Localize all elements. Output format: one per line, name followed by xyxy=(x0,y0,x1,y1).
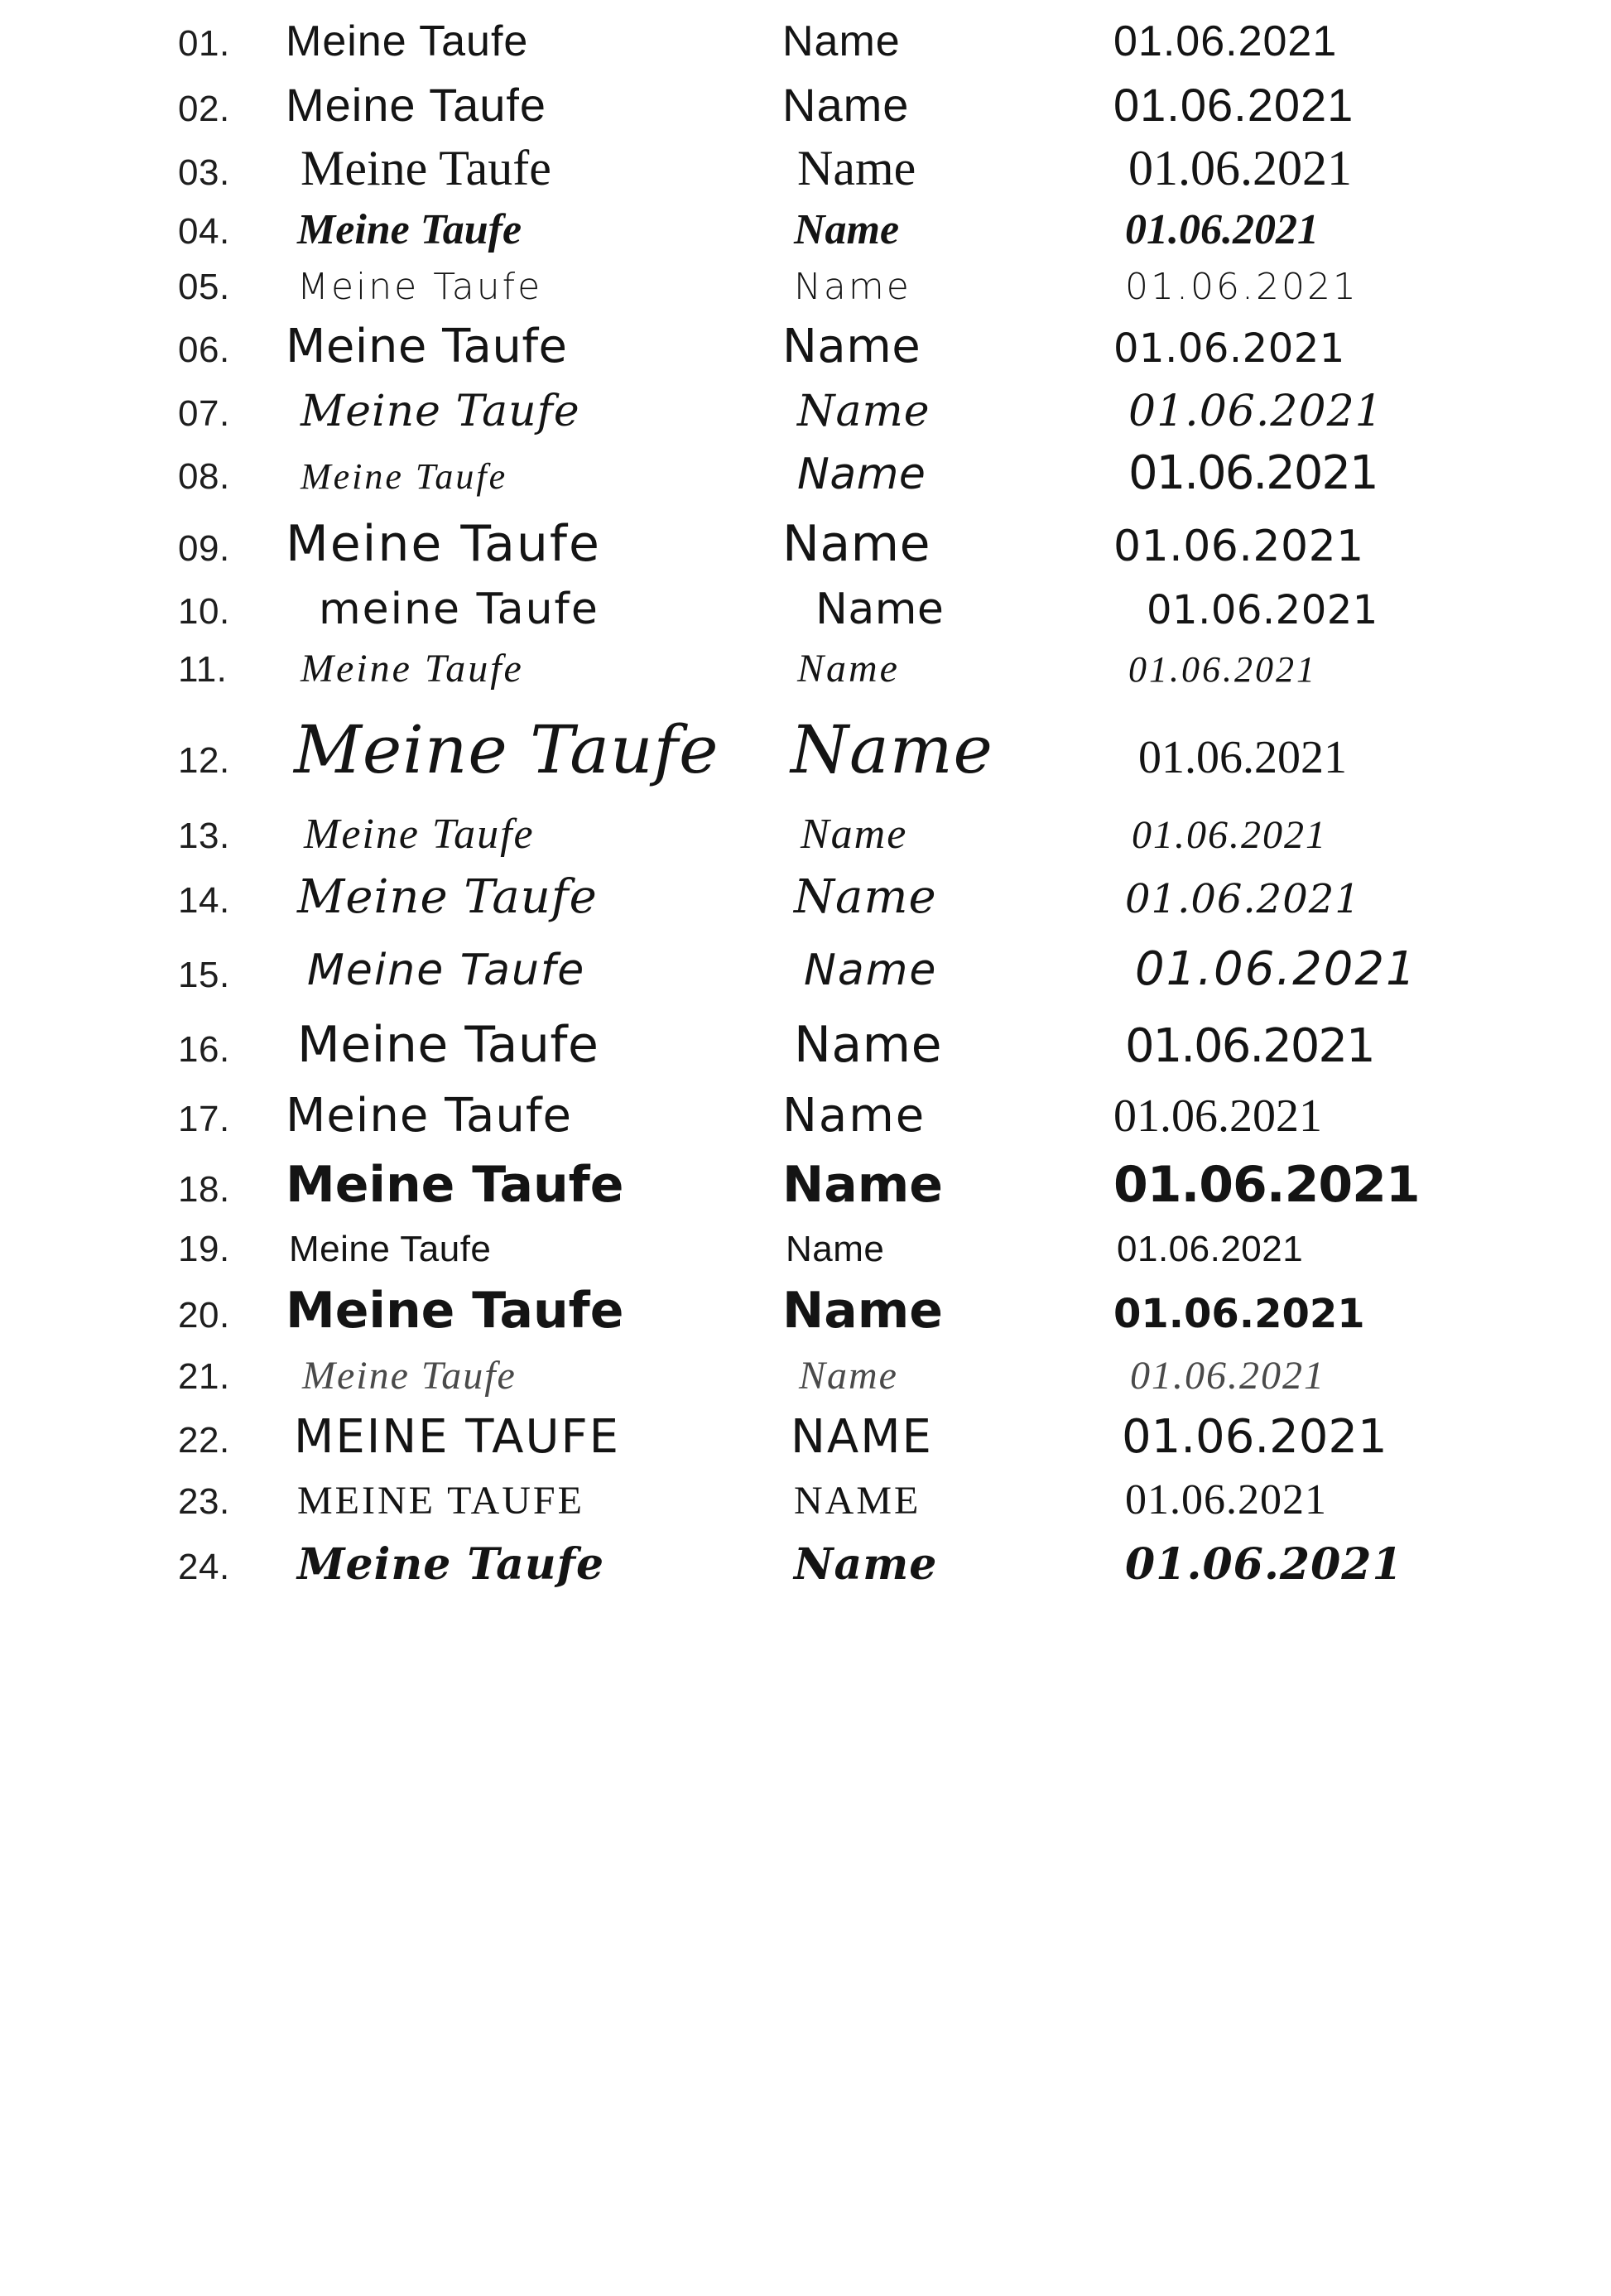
font-row xyxy=(0,585,1611,634)
date-text: 01.06.2021 xyxy=(1128,446,1378,500)
name-text: Name xyxy=(794,870,937,924)
date-text: 01.06.2021 xyxy=(1125,266,1359,308)
font-row xyxy=(0,446,1611,500)
sample-text: Meine Taufe xyxy=(301,456,508,497)
sample-text: Meine Taufe xyxy=(304,811,535,858)
font-row xyxy=(0,810,1611,859)
font-row xyxy=(0,1410,1611,1464)
name-text: Name xyxy=(815,585,945,634)
date-text: 01.06.2021 xyxy=(1113,1156,1420,1214)
name-text: Name xyxy=(794,206,900,253)
date-text: 01.06.2021 xyxy=(1125,1019,1374,1073)
sample-text: Meine Taufe xyxy=(286,1089,572,1143)
name-text: Name xyxy=(782,17,901,65)
date-text: 01.06.2021 xyxy=(1135,942,1417,996)
sample-text: MEINE TAUFE xyxy=(297,1479,584,1523)
sample-text: Meine Taufe xyxy=(286,320,568,373)
date-text: 01.06.2021 xyxy=(1128,649,1317,690)
sample-text: Meine Taufe xyxy=(302,1354,517,1398)
row-number: 21. xyxy=(178,1356,230,1397)
date-text: 01.06.2021 xyxy=(1113,325,1345,372)
sample-text: Meine Taufe xyxy=(286,1282,624,1340)
name-text: Name xyxy=(782,515,931,573)
row-number: 15. xyxy=(178,955,230,995)
name-text: NAME xyxy=(794,1479,921,1523)
font-row xyxy=(0,711,1611,788)
name-text: Name xyxy=(797,387,931,436)
row-number: 12. xyxy=(178,740,230,781)
row-number: 07. xyxy=(178,393,230,434)
sample-text: Meine Taufe xyxy=(286,515,601,573)
name-text: Name xyxy=(782,79,910,131)
row-number: 03. xyxy=(178,152,230,193)
font-row xyxy=(0,387,1611,436)
font-row xyxy=(0,942,1611,996)
date-text: 01.06.2021 xyxy=(1125,1539,1403,1590)
sample-text: Meine Taufe xyxy=(297,206,522,253)
name-text: NAME xyxy=(791,1410,933,1464)
sample-text: meine Taufe xyxy=(319,585,599,634)
name-text: Name xyxy=(794,1539,938,1590)
date-text: 01.06.2021 xyxy=(1125,876,1361,922)
sample-text: Meine Taufe xyxy=(286,1156,624,1214)
row-number: 05. xyxy=(178,267,230,307)
sample-text: Meine Taufe xyxy=(297,1539,605,1590)
name-text: Name xyxy=(797,450,926,499)
font-row xyxy=(0,140,1611,197)
font-row xyxy=(0,1156,1611,1214)
sample-text: Meine Taufe xyxy=(294,711,719,788)
sample-text: Meine Taufe xyxy=(297,1016,599,1074)
sample-text: Meine Taufe xyxy=(301,387,580,436)
font-row xyxy=(0,515,1611,573)
name-text: Name xyxy=(791,711,993,788)
font-row xyxy=(0,1229,1611,1270)
font-sample-sheet xyxy=(0,17,1611,2296)
name-text: Name xyxy=(782,1089,926,1143)
font-row xyxy=(0,1539,1611,1590)
date-text: 01.06.2021 xyxy=(1113,1291,1365,1337)
row-number: 11. xyxy=(178,649,228,690)
date-text: 01.06.2021 xyxy=(1132,813,1327,857)
date-text: 01.06.2021 xyxy=(1130,1354,1325,1398)
name-text: Name xyxy=(782,1156,943,1214)
font-row xyxy=(0,266,1611,308)
row-number: 23. xyxy=(178,1481,230,1522)
sample-text: Meine Taufe xyxy=(286,17,529,65)
row-number: 16. xyxy=(178,1029,230,1070)
name-text: Name xyxy=(794,266,911,308)
row-number: 17. xyxy=(178,1099,230,1139)
font-row xyxy=(0,1353,1611,1398)
date-text: 01.06.2021 xyxy=(1113,1090,1322,1142)
row-number: 19. xyxy=(178,1229,230,1269)
name-text: Name xyxy=(794,1016,943,1074)
row-number: 02. xyxy=(178,89,230,129)
row-number: 01. xyxy=(178,23,230,64)
font-row xyxy=(0,870,1611,924)
row-number: 10. xyxy=(178,591,230,632)
date-text: 01.06.2021 xyxy=(1147,587,1378,633)
date-text: 01.06.2021 xyxy=(1117,1229,1304,1269)
row-number: 08. xyxy=(178,456,230,497)
sample-text: Meine Taufe xyxy=(297,870,598,924)
name-text: Name xyxy=(801,811,908,858)
date-text: 01.06.2021 xyxy=(1113,522,1364,571)
font-row xyxy=(0,1089,1611,1143)
row-number: 24. xyxy=(178,1547,230,1587)
sample-text: Meine Taufe xyxy=(307,946,586,995)
date-text: 01.06.2021 xyxy=(1125,206,1319,253)
font-row xyxy=(0,320,1611,373)
font-row xyxy=(0,78,1611,132)
font-row xyxy=(0,1016,1611,1074)
date-text: 01.06.2021 xyxy=(1138,732,1347,783)
row-number: 20. xyxy=(178,1295,230,1336)
font-row xyxy=(0,1475,1611,1524)
sample-text: Meine Taufe xyxy=(297,266,543,308)
sample-text: MEINE TAUFE xyxy=(294,1410,621,1464)
sample-text: Meine Taufe xyxy=(286,79,547,131)
row-number: 13. xyxy=(178,816,230,856)
sample-text: Meine Taufe xyxy=(301,647,524,691)
date-text: 01.06.2021 xyxy=(1122,1410,1387,1464)
font-row xyxy=(0,17,1611,66)
name-text: Name xyxy=(782,1282,943,1340)
row-number: 04. xyxy=(178,211,230,252)
date-text: 01.06.2021 xyxy=(1125,1476,1327,1523)
name-text: Name xyxy=(786,1229,885,1269)
date-text: 01.06.2021 xyxy=(1113,17,1338,65)
font-row xyxy=(0,1282,1611,1340)
row-number: 09. xyxy=(178,528,230,569)
date-text: 01.06.2021 xyxy=(1128,141,1352,195)
sample-text: Meine Taufe xyxy=(301,141,551,195)
name-text: Name xyxy=(799,1354,898,1398)
name-text: Name xyxy=(797,647,900,691)
font-row xyxy=(0,646,1611,691)
name-text: Name xyxy=(804,946,938,995)
font-row xyxy=(0,205,1611,254)
name-text: Name xyxy=(782,320,921,373)
row-number: 22. xyxy=(178,1420,230,1461)
sample-text: Meine Taufe xyxy=(289,1229,492,1269)
row-number: 18. xyxy=(178,1169,230,1210)
name-text: Name xyxy=(797,141,916,195)
date-text: 01.06.2021 xyxy=(1128,387,1383,436)
row-number: 14. xyxy=(178,880,230,921)
row-number: 06. xyxy=(178,330,230,370)
date-text: 01.06.2021 xyxy=(1113,79,1354,131)
